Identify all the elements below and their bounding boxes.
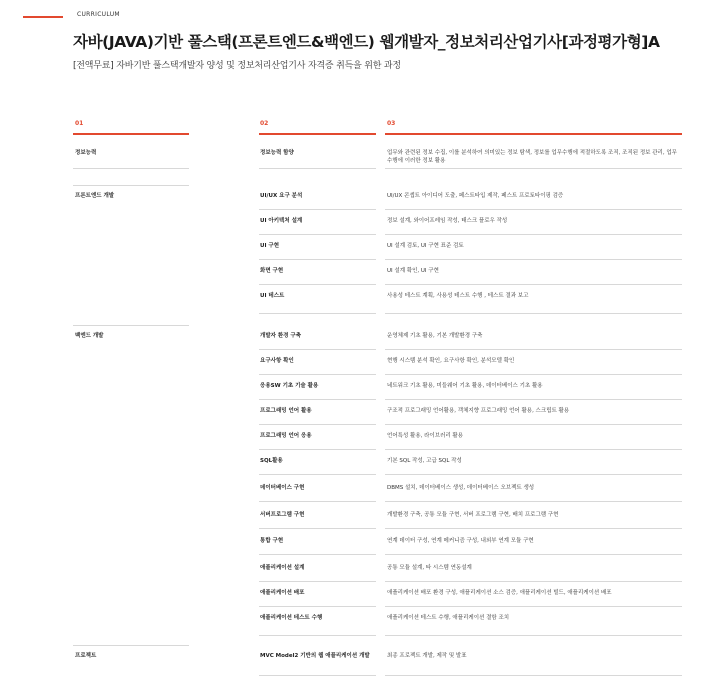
- row-divider: [385, 168, 682, 169]
- unit-content: 현행 시스템 분석 확인, 요구사항 확인, 분석모델 확인: [387, 358, 515, 364]
- row-divider: [385, 675, 682, 676]
- unit-content: UI 설계 확인, UI 구현: [387, 268, 439, 274]
- unit-name: 데이터베이스 구현: [260, 485, 305, 491]
- unit-name: UI 테스트: [260, 293, 285, 299]
- row-divider: [385, 374, 682, 375]
- group-name: 정보능력: [75, 150, 97, 156]
- row-divider: [385, 259, 682, 260]
- unit-name: 정보능력 함양: [260, 150, 294, 156]
- row-divider: [385, 399, 682, 400]
- row-divider: [259, 554, 376, 555]
- group-name: 백엔드 개발: [75, 333, 104, 339]
- unit-content: 최종 프로젝트 개발, 제작 및 발표: [387, 653, 467, 659]
- row-divider: [259, 374, 376, 375]
- unit-name: 요구사항 확인: [260, 358, 294, 364]
- group-divider: [73, 168, 189, 169]
- unit-content: 개발환경 구축, 공통 모듈 구현, 서버 프로그램 구현, 배치 프로그램 구현: [387, 512, 559, 518]
- row-divider: [259, 449, 376, 450]
- row-divider: [385, 635, 682, 636]
- unit-name: MVC Model2 기반의 웹 애플리케이션 개발: [260, 653, 370, 659]
- row-divider: [385, 449, 682, 450]
- unit-content: 정보 설계, 와이어프레임 작성, 태스크 플로우 작성: [387, 218, 508, 224]
- unit-name: SQL활용: [260, 458, 283, 464]
- row-divider: [259, 209, 376, 210]
- row-divider: [259, 581, 376, 582]
- row-divider: [385, 474, 682, 475]
- row-divider: [259, 424, 376, 425]
- unit-content: 애플리케이션 테스트 수행, 애플리케이션 결함 조치: [387, 615, 510, 621]
- row-divider: [259, 501, 376, 502]
- unit-name: UI/UX 요구 분석: [260, 193, 303, 199]
- group-divider: [73, 185, 189, 186]
- unit-content: UI/UX 콘셉트 아이디어 도출, 페스트타입 제작, 페스트 프로토타이핑 검증: [387, 193, 564, 199]
- header-accent-rule: [23, 16, 63, 18]
- row-divider: [385, 581, 682, 582]
- column-rule-1: [73, 133, 189, 135]
- column-header-3: 03: [387, 120, 396, 127]
- column-header-2: 02: [260, 120, 269, 127]
- unit-content: DBMS 설치, 데이터베이스 생성, 데이터베이스 오브젝트 생성: [387, 485, 535, 491]
- unit-content: 네트워크 기초 활용, 미들웨어 기초 활용, 데이터베이스 기초 활용: [387, 383, 543, 389]
- column-rule-2: [259, 133, 376, 135]
- row-divider: [385, 349, 682, 350]
- row-divider: [259, 313, 376, 314]
- row-divider: [259, 284, 376, 285]
- unit-name: 통합 구현: [260, 538, 284, 544]
- unit-content: 구조적 프로그래밍 언어활용, 객체지향 프로그래밍 언어 활용, 스크립트 활용: [387, 408, 570, 414]
- row-divider: [259, 234, 376, 235]
- row-divider: [385, 554, 682, 555]
- unit-name: 프로그래밍 언어 응용: [260, 433, 312, 439]
- unit-content: UI 설계 검토, UI 구현 표준 검토: [387, 243, 464, 249]
- unit-name: 응용SW 기초 기술 활용: [260, 383, 319, 389]
- unit-content: 애플리케이션 배포 환경 구성, 애플리케이션 소스 검증, 애플리케이션 빌드, 애플리케이션 배포: [387, 590, 612, 596]
- column-rule-3: [385, 133, 682, 135]
- row-divider: [385, 284, 682, 285]
- section-kicker: CURRICULUM: [77, 11, 120, 18]
- unit-name: 화면 구현: [260, 268, 284, 274]
- unit-content: 업무와 관련된 정보 수집, 이를 분석하여 의미있는 정보 탐색, 정보를 업무수행에 적절하도록 조직, 조직된 정보 관리, 업무 수행에 이러한 정보 활용: [387, 150, 677, 164]
- unit-name: UI 구현: [260, 243, 280, 249]
- row-divider: [259, 474, 376, 475]
- row-divider: [259, 675, 376, 676]
- row-divider: [259, 259, 376, 260]
- row-divider: [259, 399, 376, 400]
- row-divider: [385, 501, 682, 502]
- row-divider: [385, 606, 682, 607]
- unit-content: 기본 SQL 작성, 고급 SQL 작성: [387, 458, 462, 464]
- row-divider: [259, 606, 376, 607]
- course-subtitle: [전액무료] 자바기반 풀스택개발자 양성 및 정보처리산업기사 자격증 취득을 위한 과정: [73, 61, 401, 71]
- group-name: 프로젝트: [75, 653, 97, 659]
- unit-content: 공통 모듈 설계, 타 시스템 연동설계: [387, 565, 472, 571]
- group-divider: [73, 325, 189, 326]
- unit-content: 언어특성 활용, 라이브러리 활용: [387, 433, 464, 439]
- row-divider: [385, 424, 682, 425]
- row-divider: [385, 234, 682, 235]
- row-divider: [259, 168, 376, 169]
- column-header-1: 01: [75, 120, 84, 127]
- unit-content: 사용성 테스트 계획, 사용성 테스트 수행 , 테스트 결과 보고: [387, 293, 529, 299]
- unit-name: 개발자 환경 구축: [260, 333, 302, 339]
- row-divider: [385, 528, 682, 529]
- unit-name: 애플리케이션 테스트 수행: [260, 615, 323, 621]
- row-divider: [259, 635, 376, 636]
- unit-content: 운영체제 기초 활용, 기본 개발환경 구축: [387, 333, 483, 339]
- row-divider: [259, 528, 376, 529]
- unit-name: UI 아키텍처 설계: [260, 218, 303, 224]
- group-divider: [73, 645, 189, 646]
- course-title: 자바(JAVA)기반 풀스택(프론트엔드&백엔드) 웹개발자_정보처리산업기사[과정평가형]A: [73, 33, 660, 51]
- unit-name: 서버프로그램 구현: [260, 512, 305, 518]
- row-divider: [385, 313, 682, 314]
- unit-name: 프로그래밍 언어 활용: [260, 408, 312, 414]
- unit-name: 애플리케이션 설계: [260, 565, 305, 571]
- group-name: 프론트엔드 개발: [75, 193, 115, 199]
- unit-content: 연계 데이터 구성, 연계 메커니즘 구성, 내외부 연계 모듈 구현: [387, 538, 534, 544]
- unit-name: 애플리케이션 배포: [260, 590, 305, 596]
- row-divider: [259, 349, 376, 350]
- row-divider: [385, 209, 682, 210]
